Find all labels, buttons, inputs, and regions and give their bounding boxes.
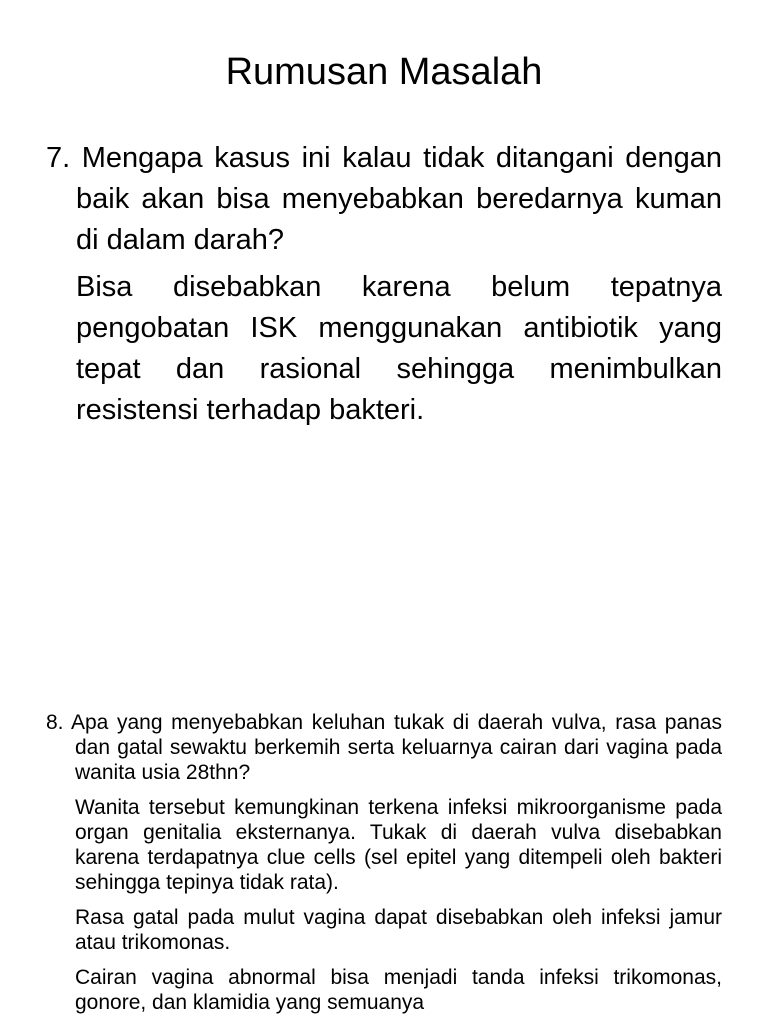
question-7-block xyxy=(46,138,722,437)
answer-8-paragraph-2: Rasa gatal pada mulut vagina dapat disebabkan oleh infeksi jamur atau trikomonas. xyxy=(75,906,722,954)
question-8-text: 8. Apa yang menyebabkan keluhan tukak di daerah vulva, rasa panas dan gatal sewaktu berkemih serta keluarnya cairan dari vagina pada wanita usia 28thn? xyxy=(46,711,722,784)
question-7-text: 7. Mengapa kasus ini kalau tidak ditangani dengan baik akan bisa menyebabkan beredarnya kuman di dalam darah? xyxy=(46,142,722,256)
answer-7-text: Bisa disebabkan karena belum tepatnya pengobatan ISK menggunakan antibiotik yang tepat dan rasional sehingga menimbulkan resistensi terhadap bakteri. xyxy=(76,271,722,426)
question-8-block xyxy=(46,710,722,1024)
slide-question-8 xyxy=(0,700,768,1024)
answer-8-paragraph-3: Cairan vagina abnormal bisa menjadi tanda infeksi trikomonas, gonore, dan klamidia yang semuanya xyxy=(75,966,722,1014)
answer-8-paragraph-1: Wanita tersebut kemungkinan terkena infeksi mikroorganisme pada organ genitalia eksternanya. Tukak di daerah vulva disebabkan karena terdapatnya clue cells (sel epitel yang ditempeli oleh bakteri sehingga tepinya tidak rata). xyxy=(75,796,722,894)
slide-title: Rumusan Masalah xyxy=(225,51,543,93)
